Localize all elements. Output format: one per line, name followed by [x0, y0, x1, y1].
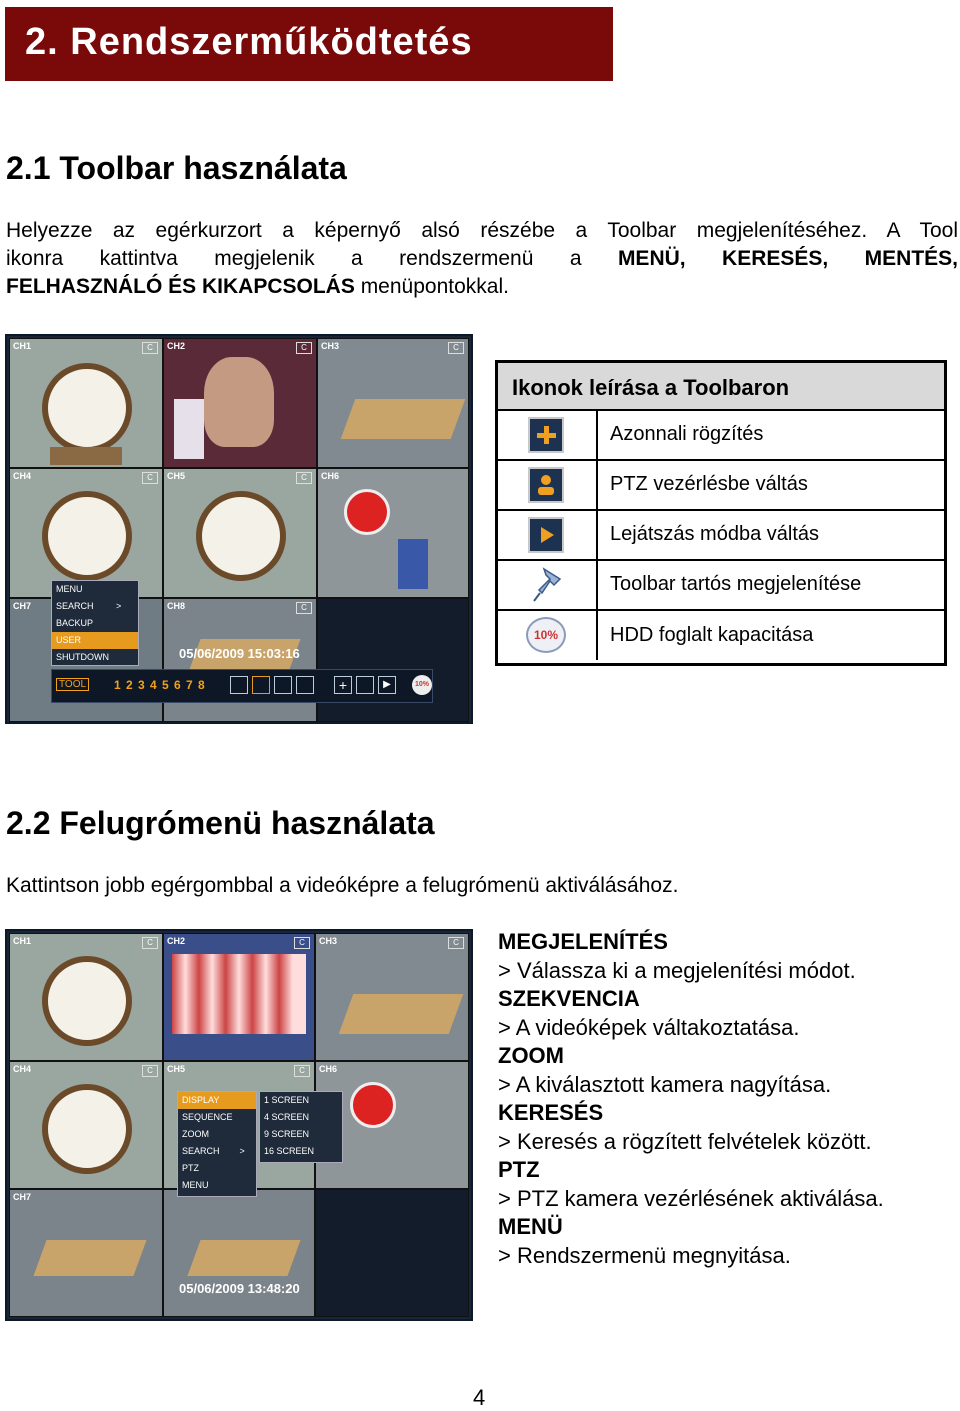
chapter-title: 2. Rendszerműködtetés — [25, 21, 473, 63]
channel-badge: C — [294, 1065, 310, 1077]
channel-label: CH3 — [319, 936, 338, 946]
channel-label: CH5 — [167, 1064, 186, 1074]
context-item-ptz[interactable]: PTZ — [182, 1163, 199, 1173]
menu-desc-sequence: > A videóképek váltakoztatása. — [498, 1014, 800, 1040]
alarm-clock-image — [344, 489, 390, 535]
channel-cell-1 — [9, 933, 163, 1061]
pin-icon — [530, 567, 566, 603]
channel-cell-6 — [317, 468, 469, 598]
channel-cell-2 — [163, 338, 317, 468]
table-row — [498, 611, 944, 660]
menu-desc-ptz: > PTZ kamera vezérlésének aktiválása. — [498, 1185, 884, 1211]
table-row — [498, 411, 944, 461]
person-image — [204, 357, 274, 447]
channel-cell-5 — [163, 468, 317, 598]
menu-term-menu: MENÜ — [498, 1214, 563, 1239]
channel-badge: C — [296, 602, 312, 614]
table-header — [498, 363, 944, 411]
alarm-clock-image — [350, 1082, 396, 1128]
clock-image — [196, 491, 286, 581]
context-item-sequence[interactable]: SEQUENCE — [182, 1112, 233, 1122]
channel-label: CH7 — [13, 1192, 32, 1202]
channel-cell-4 — [9, 1061, 163, 1189]
object-image — [398, 539, 428, 589]
channel-badge: C — [142, 472, 158, 484]
desk-image — [341, 399, 466, 439]
channel-cell-1 — [9, 338, 163, 468]
dvr-popup-screenshot — [5, 929, 473, 1321]
tool-button[interactable]: TOOL — [56, 678, 89, 691]
para-line-2-bold: MENÜ, KERESÉS, MENTÉS, — [617, 247, 958, 270]
para-line-2 — [6, 245, 958, 273]
channel-label: CH6 — [319, 1064, 338, 1074]
channel-cell-2 — [163, 933, 315, 1061]
grid-icon[interactable] — [274, 676, 292, 694]
light-image — [174, 399, 204, 459]
chapter-banner — [5, 7, 613, 81]
context-item-menu[interactable]: MENU — [182, 1180, 209, 1190]
nine-split-icon[interactable] — [252, 676, 270, 694]
menu-item-search-label: SEARCH — [56, 601, 94, 611]
channel-badge: C — [296, 472, 312, 484]
icon-cell — [498, 511, 598, 559]
menu-desc-search: > Keresés a rögzített felvételek között. — [498, 1128, 872, 1154]
menu-item-backup[interactable]: BACKUP — [56, 618, 94, 628]
plus-icon — [528, 417, 564, 453]
channel-badge: C — [296, 342, 312, 354]
desk-image — [33, 1240, 146, 1276]
channel-badge: C — [294, 937, 310, 949]
menu-desc-menu: > Rendszermenü megnyitása. — [498, 1242, 791, 1268]
channel-cell-9 — [315, 1189, 469, 1317]
hdd-usage-icon: 10% — [412, 675, 432, 695]
display-submenu — [259, 1091, 343, 1163]
channel-badge: C — [142, 1065, 158, 1077]
menu-term-sequence: SZEKVENCIA — [498, 986, 640, 1011]
clock-image — [42, 491, 132, 581]
table-row — [498, 511, 944, 561]
menu-item-search[interactable] — [52, 598, 138, 615]
table-row — [498, 561, 944, 611]
channel-label: CH4 — [13, 1064, 32, 1074]
section-heading-toolbar: 2.1 Toolbar használata — [6, 150, 347, 186]
sequence-icon[interactable] — [296, 676, 314, 694]
channel-label: CH1 — [13, 341, 32, 351]
icon-cell — [498, 461, 598, 509]
row-label: Lejátszás módba váltás — [610, 523, 820, 545]
dvr-toolbar-screenshot — [5, 334, 473, 724]
para-line-2-text: ikonra kattintva megjelenik a rendszermenü a — [6, 247, 618, 270]
page-number: 4 — [473, 1385, 486, 1410]
icon-cell — [498, 561, 598, 609]
clock-image — [42, 1084, 132, 1174]
context-item-display[interactable]: DISPLAY — [178, 1092, 256, 1109]
channel-label: CH5 — [167, 471, 186, 481]
menu-desc-display: > Válassza ki a megjelenítési módot. — [498, 957, 856, 983]
split-layout-icon[interactable] — [230, 676, 248, 694]
channel-label: CH3 — [321, 341, 340, 351]
menu-desc-zoom: > A kiválasztott kamera nagyítása. — [498, 1071, 832, 1097]
clock-base — [50, 447, 122, 465]
menu-item-menu[interactable]: MENU — [56, 584, 83, 594]
clock-image — [42, 363, 132, 453]
row-label: Toolbar tartós megjelenítése — [610, 573, 862, 595]
para-line-1: Helyezze az egérkurzort a képernyő alsó részébe a Toolbar megjelenítéséhez. A Tool — [6, 219, 958, 242]
submenu-item-1-screen[interactable]: 1 SCREEN — [264, 1095, 310, 1105]
ptz-person-icon[interactable] — [356, 676, 374, 694]
table-title: Ikonok leírása a Toolbaron — [512, 375, 790, 400]
para-line-3-bold: FELHASZNÁLÓ ÉS KIKAPCSOLÁS — [6, 275, 355, 298]
channel-cell-4 — [9, 468, 163, 598]
table-row — [498, 461, 944, 511]
menu-term-display: MEGJELENÍTÉS — [498, 929, 668, 954]
channel-badge: C — [448, 937, 464, 949]
person-icon — [528, 467, 564, 503]
submenu-arrow: > — [116, 601, 122, 611]
submenu-item-4-screen[interactable]: 4 SCREEN — [264, 1112, 310, 1122]
popup-menu-descriptions — [498, 928, 884, 1270]
section2-paragraph: Kattintson jobb egérgombbal a videóképre a felugrómenü aktiválásához. — [6, 874, 679, 897]
channel-cell-8 — [163, 1189, 315, 1317]
menu-item-shutdown[interactable]: SHUTDOWN — [56, 652, 109, 662]
channel-cell-3 — [317, 338, 469, 468]
channel-label: CH6 — [321, 471, 340, 481]
dvr-toolbar — [51, 669, 433, 703]
channel-cell-9 — [317, 598, 469, 722]
hdd-icon: 10% — [526, 617, 566, 653]
menu-term-search: KERESÉS — [498, 1100, 604, 1125]
icon-cell — [498, 611, 598, 660]
channel-cell-7 — [9, 1189, 163, 1317]
context-item-search[interactable] — [178, 1143, 256, 1160]
channel-cell-3 — [315, 933, 469, 1061]
stage-group-image — [172, 954, 306, 1034]
section1-paragraph — [6, 217, 958, 301]
icon-cell — [498, 411, 598, 459]
channel-badge: C — [448, 342, 464, 354]
row-label: HDD foglalt kapacitása — [610, 623, 814, 646]
channel-label: CH2 — [167, 341, 186, 351]
menu-term-zoom: ZOOM — [498, 1043, 564, 1068]
channel-badge: C — [142, 342, 158, 354]
section-heading-popup-menu: 2.2 Felugrómenü használata — [6, 805, 435, 841]
channel-label: CH8 — [167, 601, 186, 611]
channel-label: CH2 — [167, 936, 186, 946]
channel-number-buttons[interactable]: 1 2 3 4 5 6 7 8 — [114, 678, 206, 692]
desk-image — [339, 994, 464, 1034]
submenu-item-16-screen[interactable]: 16 SCREEN — [264, 1146, 315, 1156]
timestamp: 05/06/2009 13:48:20 — [179, 1281, 300, 1296]
clock-image — [42, 956, 132, 1046]
channel-label: CH4 — [13, 471, 32, 481]
menu-item-user[interactable]: USER — [52, 632, 138, 649]
playback-icon[interactable]: ▶ — [378, 676, 396, 694]
channel-label: CH1 — [13, 936, 32, 946]
menu-term-ptz: PTZ — [498, 1157, 540, 1182]
record-plus-icon[interactable]: + — [334, 676, 352, 694]
context-item-zoom[interactable]: ZOOM — [182, 1129, 209, 1139]
system-menu — [51, 580, 139, 666]
context-item-search-label: SEARCH — [182, 1146, 220, 1156]
submenu-arrow: > — [239, 1146, 245, 1156]
para-line-3 — [6, 273, 958, 301]
row-label: PTZ vezérlésbe váltás — [610, 473, 808, 495]
toolbar-icon-table — [495, 360, 947, 666]
channel-badge: C — [142, 937, 158, 949]
context-menu — [177, 1091, 257, 1197]
play-icon — [528, 517, 564, 553]
timestamp: 05/06/2009 15:03:16 — [179, 646, 300, 661]
desk-image — [187, 1240, 300, 1276]
submenu-item-9-screen[interactable]: 9 SCREEN — [264, 1129, 310, 1139]
para-line-3-text: menüpontokkal. — [354, 275, 509, 298]
row-label: Azonnali rögzítés — [610, 423, 764, 445]
channel-label: CH7 — [13, 601, 32, 611]
